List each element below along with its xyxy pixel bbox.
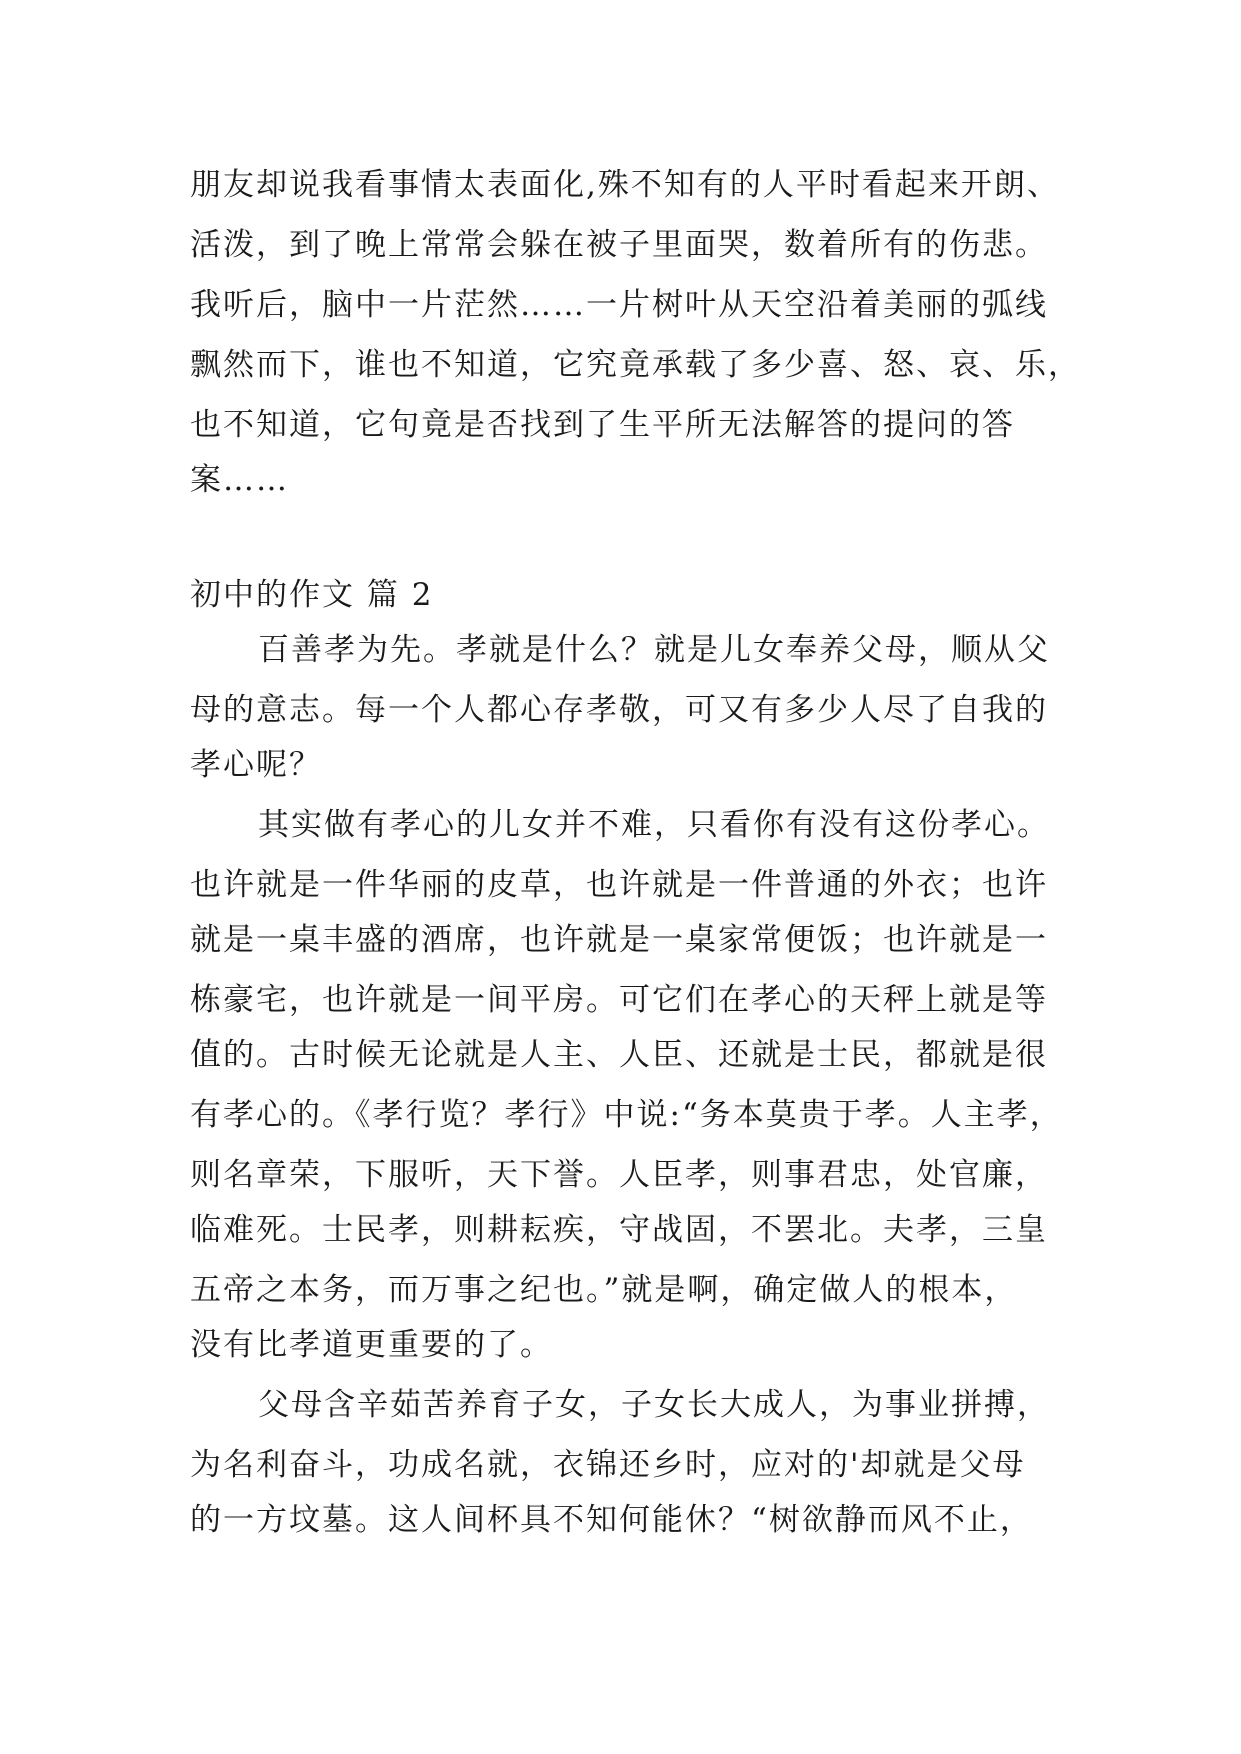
text-line: 朋友却说我看事情太表面化,殊不知有的人平时看起来开朗、 [190,167,1060,203]
text-line: 活泼，到了晚上常常会躲在被子里面哭，数着所有的伤悲。 [190,227,1048,263]
text-line: 也许就是一件华丽的皮草，也许就是一件普通的外衣；也许 [190,867,1048,903]
text-line: 五帝之本务，而万事之纪也。”就是啊，确定做人的根本， [190,1272,1018,1308]
paragraph-first-line: 父母含辛茹苦养育子女，子女长大成人，为事业拼搏， [258,1387,1050,1423]
section-heading: 初中的作文 篇 2 [190,577,434,613]
paragraph-first-line: 其实做有孝心的儿女并不难，只看你有没有这份孝心。 [258,807,1050,843]
text-line: 孝心呢？ [190,747,322,783]
text-line: 值的。古时候无论就是人主、人臣、还就是士民，都就是很 [190,1037,1048,1073]
text-line: 栋豪宅，也许就是一间平房。可它们在孝心的天秤上就是等 [190,982,1048,1018]
text-line: 就是一桌丰盛的酒席，也许就是一桌家常便饭；也许就是一 [190,922,1048,958]
text-line: 母的意志。每一个人都心存孝敬，可又有多少人尽了自我的 [190,692,1048,728]
text-line: 的一方坟墓。这人间杯具不知何能休？“树欲静而风不止， [190,1502,1033,1538]
paragraph-first-line: 百善孝为先。孝就是什么？就是儿女奉养父母，顺从父 [258,632,1050,668]
text-line: 飘然而下，谁也不知道，它究竟承载了多少喜、怒、哀、乐， [190,347,1081,383]
text-line: 案…… [190,462,289,498]
text-line: 有孝心的。《孝行览？孝行》中说:“务本莫贵于孝。人主孝， [190,1097,1063,1133]
text-line: 没有比孝道更重要的了。 [190,1327,553,1363]
text-line: 则名章荣，下服听，天下誉。人臣孝，则事君忠，处官廉， [190,1157,1048,1193]
text-line: 临难死。士民孝，则耕耘疾，守战固，不罢北。夫孝，三皇 [190,1212,1048,1248]
text-line: 也不知道，它句竟是否找到了生平所无法解答的提问的答 [190,407,1015,443]
text-line: 我听后，脑中一片茫然……一片树叶从天空沿着美丽的弧线 [190,287,1048,323]
text-line: 为名利奋斗，功成名就，衣锦还乡时，应对的'却就是父母 [190,1447,1026,1483]
